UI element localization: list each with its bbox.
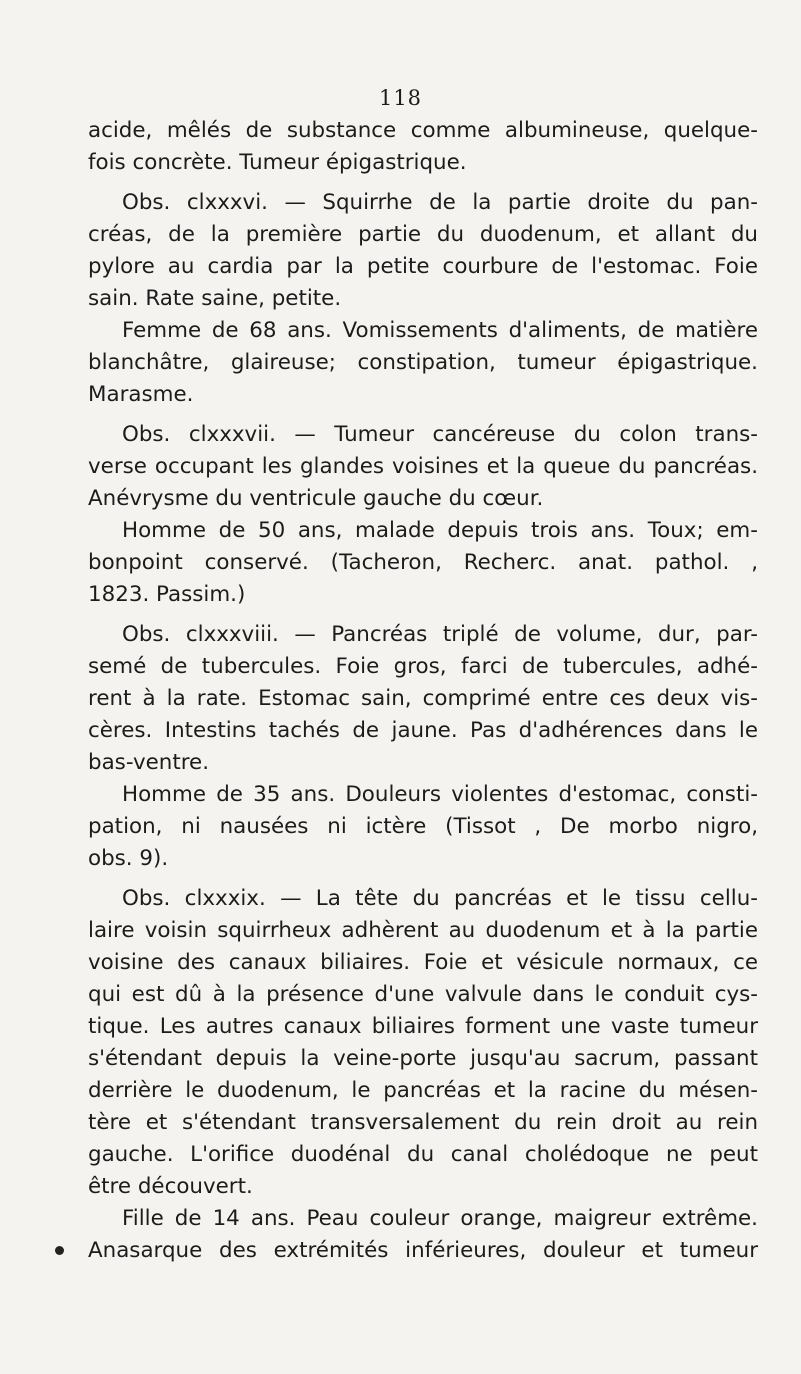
text-line: sain. Rate saine, petite.: [88, 286, 342, 311]
body-text: [88, 115, 758, 1267]
text-line: Femme de 68 ans. Vomissements d'aliments, de matière: [122, 318, 758, 343]
text-line: voisine des canaux biliaires. Foie et vésicule normaux, ce: [88, 950, 758, 975]
text-line: s'étendant depuis la veine-porte jusqu'au sacrum, passant: [88, 1046, 758, 1071]
text-line: créas, de la première partie du duodenum, et allant du: [88, 222, 758, 247]
text-line: derrière le duodenum, le pancréas et la racine du mésen-: [88, 1078, 758, 1103]
text-line: blanchâtre, glaireuse; constipation, tumeur épigastrique.: [88, 350, 758, 375]
text-line: qui est dû à la présence d'une valvule dans le conduit cys-: [88, 982, 758, 1007]
text-line: fois concrète. Tumeur épigastrique.: [88, 150, 467, 175]
text-line: Obs. clxxxviii. — Pancréas triplé de volume, dur, par-: [122, 622, 758, 647]
text-line: verse occupant les glandes voisines et la queue du pancréas.: [88, 454, 758, 479]
text-line: semé de tubercules. Foie gros, farci de tubercules, adhé-: [88, 654, 758, 679]
text-line: obs. 9).: [88, 846, 169, 871]
text-line: Obs. clxxxvi. — Squirrhe de la partie droite du pan-: [122, 190, 758, 215]
text-line: laire voisin squirrheux adhèrent au duodenum et à la partie: [88, 918, 758, 943]
text-line: bas-ventre.: [88, 750, 210, 775]
paragraph-gap: [88, 611, 758, 619]
text-line: pation, ni nausées ni ictère (Tissot , De morbo nigro,: [88, 814, 758, 839]
page-number: 118: [378, 86, 423, 110]
text-line: Obs. clxxxvii. — Tumeur cancéreuse du colon trans-: [122, 422, 758, 447]
text-line: acide, mêlés de substance comme albumineuse, quelque-: [88, 118, 758, 143]
text-line: Homme de 50 ans, malade depuis trois ans. Toux; em-: [122, 518, 758, 543]
text-line: Marasme.: [88, 382, 194, 407]
text-line: gauche. L'orifice duodénal du canal cholédoque ne peut: [88, 1142, 758, 1167]
text-line: rent à la rate. Estomac sain, comprimé entre ces deux vis-: [88, 686, 758, 711]
paragraph-gap: [88, 179, 758, 187]
text-line: Anasarque des extrémités inférieures, douleur et tumeur: [88, 1238, 758, 1263]
paragraph-gap: [88, 411, 758, 419]
text-line: Fille de 14 ans. Peau couleur orange, maigreur extrême.: [122, 1206, 758, 1231]
paragraph-gap: [88, 875, 758, 883]
text-line: tique. Les autres canaux biliaires forment une vaste tumeur: [88, 1014, 758, 1039]
text-line: Homme de 35 ans. Douleurs violentes d'estomac, consti-: [122, 782, 758, 807]
text-line: cères. Intestins tachés de jaune. Pas d'adhérences dans le: [88, 718, 758, 743]
text-line: Obs. clxxxix. — La tête du pancréas et le tissu cellu-: [122, 886, 758, 911]
text-line: pylore au cardia par la petite courbure de l'estomac. Foie: [88, 254, 758, 279]
ink-dot: [55, 1246, 64, 1255]
text-line: bonpoint conservé. (Tacheron, Recherc. anat. pathol. ,: [88, 550, 758, 575]
text-line: être découvert.: [88, 1174, 253, 1199]
text-line: 1823. Passim.): [88, 582, 246, 607]
text-line: Anévrysme du ventricule gauche du cœur.: [88, 486, 544, 511]
text-line: tère et s'étendant transversalement du rein droit au rein: [88, 1110, 758, 1135]
